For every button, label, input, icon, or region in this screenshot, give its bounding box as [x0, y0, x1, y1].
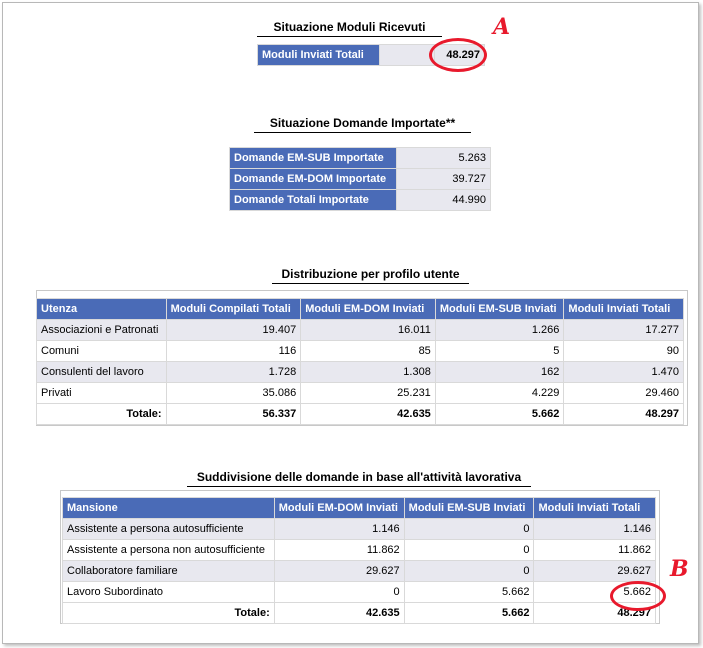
row-label: Comuni	[37, 341, 167, 362]
cell-value: 17.277	[564, 320, 684, 341]
row-label: Assistente a persona autosufficiente	[63, 519, 275, 540]
total-row	[63, 603, 656, 624]
row-value: 5.263	[397, 148, 491, 169]
table-row	[63, 561, 656, 582]
table-row	[37, 362, 684, 383]
cell-value: 1.728	[166, 362, 301, 383]
cell-value: 85	[301, 341, 436, 362]
total-value: 42.635	[301, 404, 436, 425]
total-value: 42.635	[274, 603, 404, 624]
total-value: 5.662	[404, 603, 534, 624]
cell-value: 25.231	[301, 383, 436, 404]
column-header: Moduli EM-DOM Inviati	[301, 299, 436, 320]
row-label: Consulenti del lavoro	[37, 362, 167, 383]
total-value: 48.297	[564, 404, 684, 425]
cell-value: 0	[274, 582, 404, 603]
column-header: Moduli EM-DOM Inviati	[274, 498, 404, 519]
total-row	[37, 404, 684, 425]
cell-value: 35.086	[166, 383, 301, 404]
section-profilo-utente-title: Distribuzione per profilo utente	[272, 267, 469, 284]
total-label: Totale:	[63, 603, 275, 624]
row-value: 39.727	[397, 169, 491, 190]
section-attivita-lavorativa-title: Suddivisione delle domande in base all'attività lavorativa	[187, 470, 531, 487]
column-header: Mansione	[63, 498, 275, 519]
moduli-inviati-totali-label: Moduli Inviati Totali	[258, 45, 380, 66]
table-row	[63, 519, 656, 540]
cell-value: 5	[435, 341, 564, 362]
column-header: Moduli Compilati Totali	[166, 299, 301, 320]
table-row	[63, 540, 656, 561]
cell-value: 19.407	[166, 320, 301, 341]
cell-value: 116	[166, 341, 301, 362]
cell-value: 0	[404, 519, 534, 540]
header-row	[37, 299, 684, 320]
cell-value: 1.308	[301, 362, 436, 383]
cell-value: 29.627	[534, 561, 656, 582]
table-row	[230, 148, 491, 169]
row-value: 44.990	[397, 190, 491, 211]
cell-value: 1.146	[534, 519, 656, 540]
cell-value: 1.470	[564, 362, 684, 383]
spacer-cell	[380, 45, 435, 66]
annotation-circle-b	[610, 581, 666, 611]
total-value: 48.297	[534, 603, 656, 624]
column-header: Moduli Inviati Totali	[564, 299, 684, 320]
table-row	[63, 582, 656, 603]
cell-value: 5.662	[404, 582, 534, 603]
table-row	[37, 383, 684, 404]
table-row	[37, 341, 684, 362]
total-value: 56.337	[166, 404, 301, 425]
cell-value: 162	[435, 362, 564, 383]
row-label: Domande EM-SUB Importate	[230, 148, 397, 169]
table-row	[230, 169, 491, 190]
attivita-lavorativa-table	[62, 497, 656, 624]
cell-value: 29.460	[564, 383, 684, 404]
cell-value: 4.229	[435, 383, 564, 404]
cell-value: 1.146	[274, 519, 404, 540]
cell-value: 16.011	[301, 320, 436, 341]
total-label: Totale:	[37, 404, 167, 425]
annotation-letter-b: B	[670, 556, 689, 582]
annotation-letter-a: A	[493, 14, 511, 40]
row-label: Assistente a persona non autosufficiente	[63, 540, 275, 561]
cell-value: 5.662	[534, 582, 656, 603]
cell-value: 1.266	[435, 320, 564, 341]
cell-value: 11.862	[534, 540, 656, 561]
cell-value: 29.627	[274, 561, 404, 582]
cell-value: 0	[404, 540, 534, 561]
moduli-inviati-totali-value: 48.297	[435, 45, 485, 66]
row-label: Domande Totali Importate	[230, 190, 397, 211]
annotation-circle-a	[429, 38, 487, 72]
domande-importate-table	[229, 147, 491, 211]
column-header: Utenza	[37, 299, 167, 320]
section-moduli-ricevuti-title: Situazione Moduli Ricevuti	[257, 20, 442, 37]
header-row	[63, 498, 656, 519]
column-header: Moduli EM-SUB Inviati	[435, 299, 564, 320]
total-value: 5.662	[435, 404, 564, 425]
table-row	[37, 320, 684, 341]
table-row	[230, 190, 491, 211]
profilo-utente-table	[36, 298, 684, 425]
row-label: Collaboratore familiare	[63, 561, 275, 582]
row-label: Domande EM-DOM Importate	[230, 169, 397, 190]
section-domande-importate-title: Situazione Domande Importate**	[254, 116, 471, 133]
cell-value: 11.862	[274, 540, 404, 561]
column-header: Moduli Inviati Totali	[534, 498, 656, 519]
cell-value: 90	[564, 341, 684, 362]
column-header: Moduli EM-SUB Inviati	[404, 498, 534, 519]
row-label: Associazioni e Patronati	[37, 320, 167, 341]
row-label: Lavoro Subordinato	[63, 582, 275, 603]
cell-value: 0	[404, 561, 534, 582]
row-label: Privati	[37, 383, 167, 404]
